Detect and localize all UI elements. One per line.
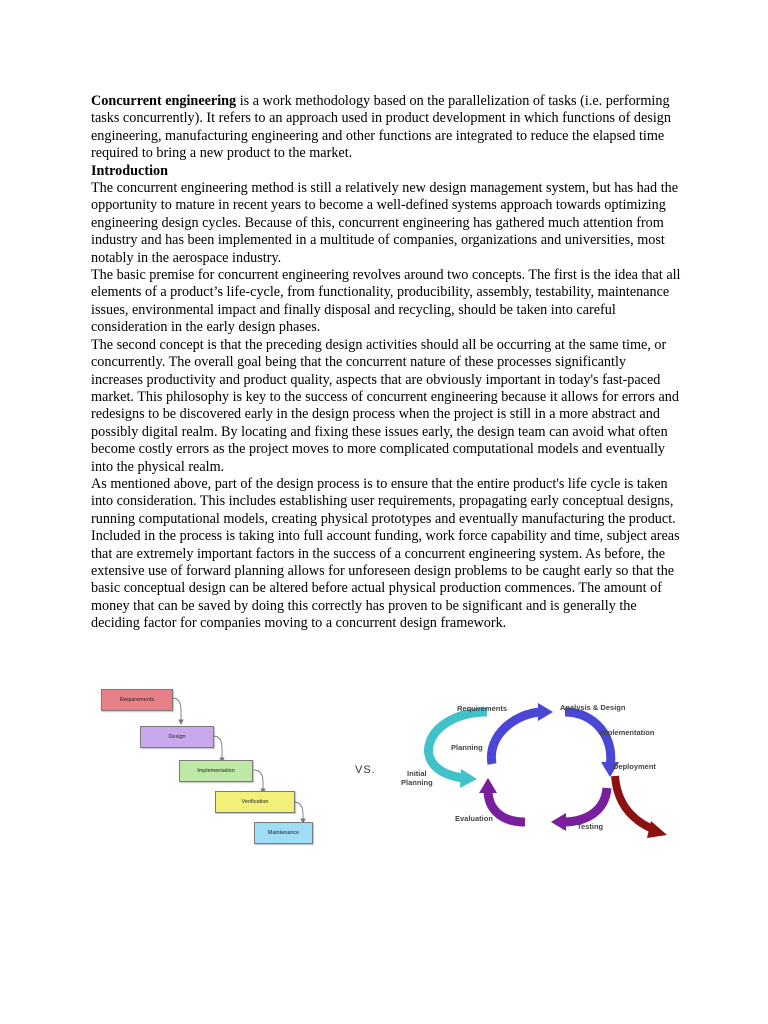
waterfall-connector (294, 802, 303, 823)
paragraph: As mentioned above, part of the design process is to ensure that the entire product's life cycle is taken into consideration. This includes establishing user requirements, propagating early conceptual designs, running computational models, creating physical prototypes and eventually manufacturing the product. Included in the process is taking into full account funding, work force capability and time, subject areas that are extremely important factors in the success of a concurrent engineering system. As before, the extensive use of forward planning allows for unforeseen design problems to be caught early so that the basic conceptual design can be altered before actual physical production commences. The amount of money that can be saved by doing this correctly has proven to be significant and is generally the deciding factor for companies moving to a concurrent design framework. (91, 475, 680, 632)
waterfall-connector (254, 770, 263, 793)
intro-paragraph (91, 93, 681, 163)
lead-term: Concurrent engineering (91, 93, 237, 109)
cycle-arrow-evaluation (488, 790, 525, 822)
cycle-label-deployment: Deployment (613, 762, 656, 771)
cycle-arrow-testing (563, 788, 607, 822)
vs-label: VS. (355, 764, 376, 776)
cycle-label-requirements: Requirements (457, 704, 508, 713)
document-body (91, 93, 681, 633)
cycle-label-analysis-design: Analysis & Design (560, 703, 626, 712)
waterfall-step-maintenance: Maintenance (254, 822, 313, 844)
section-heading: Introduction (91, 162, 168, 179)
cycle-label-implementation: Implementation (599, 728, 655, 737)
cycle-label-planning: Planning (451, 743, 483, 752)
cycle-arrow-analysis (565, 712, 611, 766)
waterfall-step-requirements: Requirements (101, 689, 173, 711)
paragraph: The second concept is that the preceding design activities should all be occurring at the same time, or concurrently. The overall goal being that the concurrent nature of these processes significantly increases productivity and product quality, aspects that are obviously important in today's fast-paced market. This philosophy is key to the success of concurrent engineering because it allows for errors and redesigns to be discovered early in the design process when the project is still in a more abstract and possibly digital realm. By locating and fixing these issues early, the design team can avoid what often become costly errors as the project moves to more complicated computational models and eventually into the physical realm. (91, 336, 679, 475)
cycle-arrow-exit (615, 776, 655, 830)
paragraph: The concurrent engineering method is still a relatively new design management system, but has had the opportunity to mature in recent years to become a well-defined systems approach towards optimizing engineering design cycles. Because of this, concurrent engineering has gathered much attention from industry and has been implemented in a multitude of companies, organizations and universities, most notably in the aerospace industry. (91, 180, 679, 266)
cycle-label-evaluation: Evaluation (455, 814, 493, 823)
intro-text: is a work methodology based on the parallelization of tasks (i.e. performing tasks concurrently). It refers to an approach used in product development in which functions of design engineering, manufacturing engineering and other functions are integrated to reduce the elapsed time required to bring a new product to the market. (91, 93, 671, 162)
waterfall-step-verification: Verification (215, 791, 295, 813)
waterfall-vs-cycle-figure (95, 680, 675, 850)
paragraph: The basic premise for concurrent engineering revolves around two concepts. The first is the idea that all elements of a product’s life-cycle, from functionality, producibility, assembly, testability, maintenance issues, environmental impact and finally disposal and recycling, should be taken into careful consideration in the early design phases. (91, 267, 681, 336)
waterfall-step-implementation: Implementation (179, 760, 253, 782)
cycle-label-initial-planning: Initial Planning (401, 769, 433, 787)
waterfall-step-design: Design (140, 726, 214, 748)
cycle-label-testing: Testing (577, 822, 604, 831)
waterfall-connector (172, 698, 181, 724)
waterfall-connector (213, 736, 222, 762)
cycle-arrow-planning (491, 712, 540, 764)
